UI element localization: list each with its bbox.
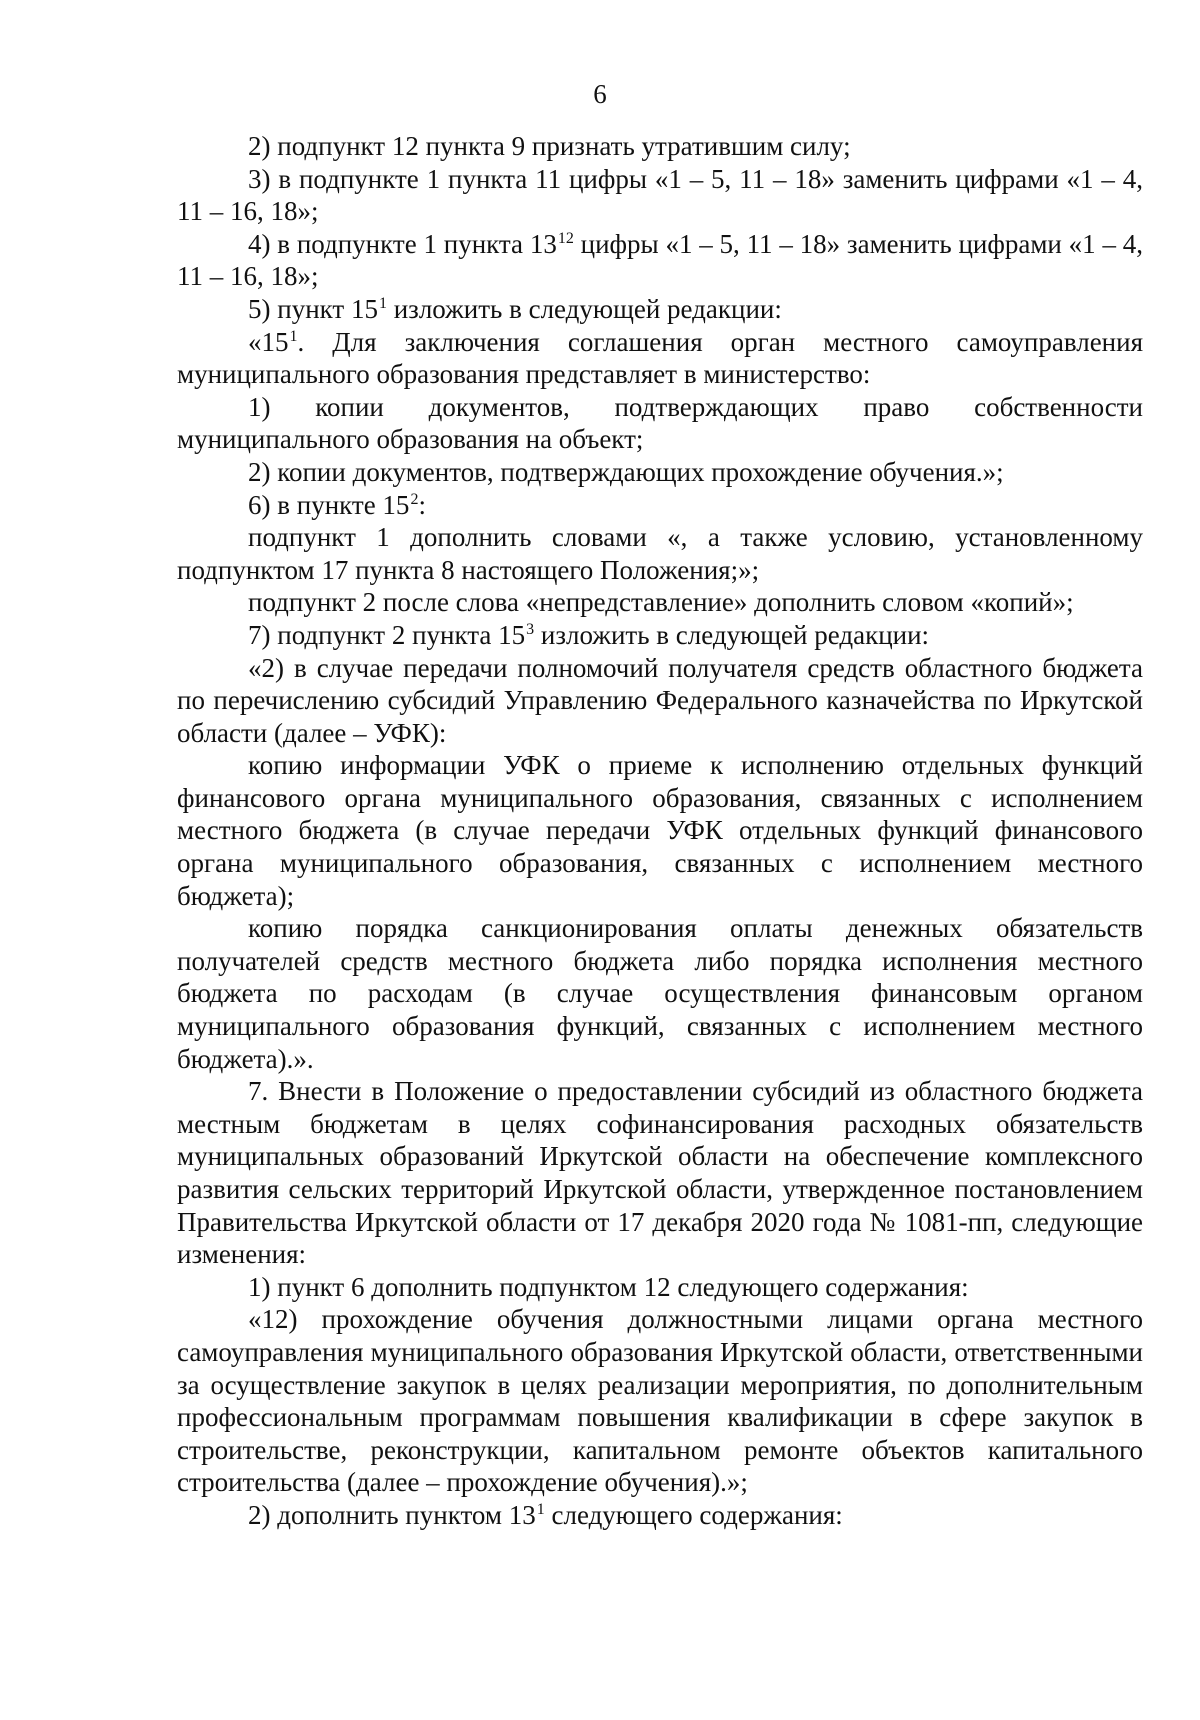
paragraph-text: «2) в случае передачи полномочий получателя средств областного бюджета по перечислению субсидий Управлению Федерального казначейства по Иркутской области (далее – УФК): xyxy=(177,652,1143,748)
paragraph xyxy=(177,1075,1143,1271)
paragraph xyxy=(177,1499,1143,1532)
paragraph xyxy=(177,228,1143,293)
paragraph xyxy=(177,1303,1143,1499)
paragraph xyxy=(177,130,1143,163)
paragraph-text: 3) в подпункте 1 пункта 11 цифры «1 – 5, 11 – 18» заменить цифрами «1 – 4, 11 – 16, 18»; xyxy=(177,163,1143,227)
paragraph-text: 7) подпункт 2 пункта 15 xyxy=(248,619,526,650)
paragraph xyxy=(177,489,1143,522)
superscript: 1 xyxy=(536,1501,545,1519)
paragraph-text: 2) копии документов, подтверждающих прохождение обучения.»; xyxy=(248,456,1004,487)
paragraph-text: изложить в следующей редакции: xyxy=(534,619,930,650)
paragraph xyxy=(177,163,1143,228)
paragraph xyxy=(177,749,1143,912)
paragraph xyxy=(177,1271,1143,1304)
paragraph-text: 2) подпункт 12 пункта 9 признать утратившим силу; xyxy=(248,131,851,161)
paragraph-text: цифры «1 – 5, 11 – 18» заменить цифрами «1 – 4, 11 – 16, 18»; xyxy=(177,228,1143,292)
paragraph-text: 4) в подпункте 1 пункта 13 xyxy=(248,228,557,259)
paragraph-text: «12) прохождение обучения должностными лицами органа местного самоуправления муниципального образования Иркутской области, ответственными за осуществление закупок в целях реализации мероприятия, по дополнительным профессиональным программам повышения квалификации в сфере закупок в строительстве, реконструкции, капитальном ремонте объектов капитального строительства (далее – прохождение обучения).»; xyxy=(177,1304,1143,1498)
superscript: 2 xyxy=(410,490,419,508)
paragraph-text: 5) пункт 15 xyxy=(248,293,378,324)
paragraph-text: подпункт 2 после слова «непредставление» дополнить словом «копий»; xyxy=(248,587,1074,618)
paragraph-text: 6) в пункте 15 xyxy=(248,489,410,520)
document-body xyxy=(177,130,1143,1532)
paragraph xyxy=(177,586,1143,619)
paragraph-text: 2) дополнить пунктом 13 xyxy=(248,1499,536,1530)
superscript: 1 xyxy=(378,295,387,313)
superscript: 1 xyxy=(289,327,298,345)
paragraph xyxy=(177,521,1143,586)
paragraph xyxy=(177,619,1143,652)
paragraph xyxy=(177,391,1143,456)
paragraph xyxy=(177,912,1143,1075)
paragraph xyxy=(177,652,1143,750)
paragraph-text: копию информации УФК о приеме к исполнению отдельных функций финансового органа муниципального образования, связанных с исполнением местного бюджета (в случае передачи УФК отдельных функций финансового органа муниципального образования, связанных с исполнением местного бюджета); xyxy=(177,750,1143,911)
paragraph-text: копию порядка санкционирования оплаты денежных обязательств получателей средств местного бюджета либо порядка исполнения местного бюджета по расходам (в случае осуществления финансовым органом муниципального образования функций, связанных с исполнением местного бюджета).». xyxy=(177,913,1143,1074)
paragraph xyxy=(177,326,1143,391)
paragraph-text: подпункт 1 дополнить словами «, а также условию, установленному подпунктом 17 пункта 8 настоящего Положения;»; xyxy=(177,522,1143,585)
paragraph-text: : xyxy=(418,489,426,520)
paragraph-text: 7. Внести в Положение о предоставлении субсидий из областного бюджета местным бюджетам в целях софинансирования расходных обязательств муниципальных образований Иркутской области на обеспечение комплексного развития сельских территорий Иркутской области, утвержденное постановлением Правительства Иркутской области от 17 декабря 2020 года № 1081-пп, следующие изменения: xyxy=(177,1076,1143,1270)
paragraph-text: «15 xyxy=(248,326,289,357)
paragraph-text: 1) копии документов, подтверждающих право собственности муниципального образования на объект; xyxy=(177,391,1143,455)
superscript: 12 xyxy=(557,229,574,247)
paragraph-text: следующего содержания: xyxy=(544,1499,843,1530)
paragraph xyxy=(177,456,1143,489)
paragraph-text: 1) пункт 6 дополнить подпунктом 12 следующего содержания: xyxy=(248,1271,969,1302)
superscript: 3 xyxy=(526,621,535,638)
paragraph-text: . Для заключения соглашения орган местного самоуправления муниципального образования представляет в министерство: xyxy=(177,326,1143,390)
page-number: 6 xyxy=(593,79,607,109)
paragraph-text: изложить в следующей редакции: xyxy=(386,293,782,324)
paragraph xyxy=(177,293,1143,326)
